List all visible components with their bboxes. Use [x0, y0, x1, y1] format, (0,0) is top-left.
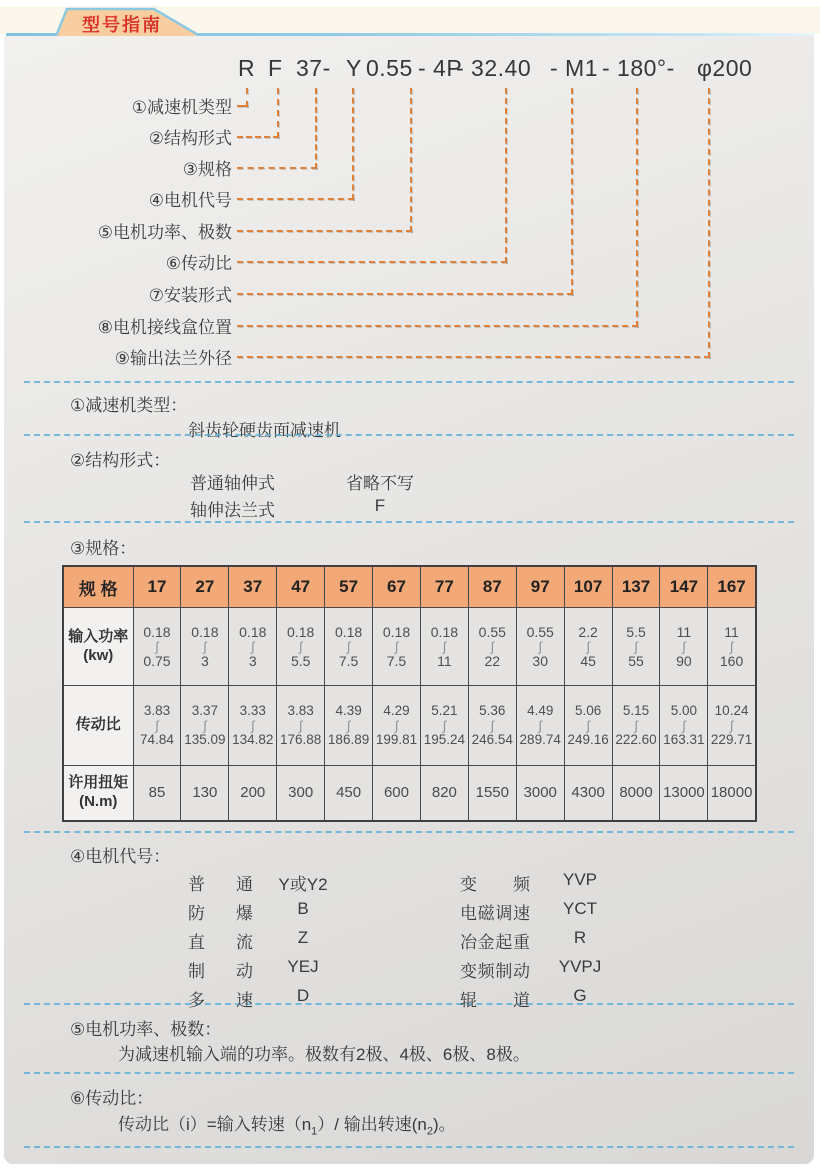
section-separator	[24, 521, 794, 523]
range-max: 0.75	[143, 653, 171, 669]
connector-h-line	[237, 198, 354, 200]
legend-label: ⑥传动比	[165, 254, 232, 273]
spec-header-cell: 47	[277, 566, 325, 608]
spec-range-cell	[277, 608, 325, 686]
section4-title: ④电机代号：	[70, 847, 171, 866]
spec-header-cell: 167	[708, 566, 756, 608]
range-min: 0.18	[334, 623, 363, 640]
range-separator: ∫	[682, 718, 686, 733]
range-min: 5.36	[479, 703, 506, 719]
range-max: 74.84	[140, 732, 174, 747]
motor-code-text: Y或Y2	[278, 875, 328, 894]
spec-range-cell	[516, 686, 564, 766]
range-max: 5.5	[290, 653, 311, 669]
motor-code-text: YVP	[562, 870, 598, 889]
range-max: 45	[580, 653, 596, 669]
range-min: 0.18	[143, 623, 171, 640]
connector-h-line	[237, 293, 573, 295]
legend-label: ⑤电机功率、极数	[97, 223, 232, 242]
range-separator: ∫	[682, 639, 686, 654]
spec-value-cell: 300	[277, 766, 325, 821]
motor-code	[258, 928, 348, 948]
spec-header-cell: 87	[468, 566, 516, 608]
range-separator: ∫	[155, 718, 159, 733]
spec-range-cell	[612, 686, 660, 766]
connector-h-line	[237, 261, 507, 263]
connector-v-line	[708, 88, 710, 358]
range-min: 0.18	[382, 623, 411, 640]
range-separator: ∫	[634, 639, 638, 654]
motor-code-text: D	[296, 986, 310, 1005]
legend-label: ④电机代号	[148, 191, 232, 210]
spec-row-label: 输入功率 (kw)	[63, 608, 133, 686]
range-separator: ∫	[203, 639, 207, 654]
range-max: 30	[532, 653, 548, 669]
motor-name-text: 多速	[188, 991, 253, 1010]
section2-title: ②结构形式：	[70, 451, 171, 470]
motor-code	[258, 957, 348, 977]
range-separator: ∫	[346, 639, 351, 654]
section6-title: ⑥传动比：	[70, 1089, 154, 1108]
range-min: 5.21	[431, 703, 458, 719]
connector-v-line	[636, 88, 638, 327]
spec-range-cell	[181, 608, 229, 686]
range-separator: ∫	[155, 639, 159, 654]
formula-text	[118, 1110, 456, 1137]
formula-part: ）/ 输出转速(n	[317, 1115, 427, 1134]
range-max: 246.54	[471, 732, 513, 747]
range-min: 2.2	[578, 623, 598, 640]
motor-code	[258, 986, 348, 1006]
spec-range-cell	[708, 608, 756, 686]
connector-h-line	[237, 230, 412, 232]
motor-name-text: 制动	[188, 962, 253, 981]
section-separator	[24, 1003, 794, 1005]
range-separator: ∫	[586, 718, 590, 733]
spec-range-cell	[564, 608, 612, 686]
motor-name-text: 辊道	[460, 991, 530, 1010]
model-part: F	[268, 55, 283, 81]
range-max: 7.5	[338, 653, 359, 669]
structure-row-code: F	[374, 496, 386, 515]
range-max: 7.5	[386, 653, 407, 669]
spec-range-cell	[420, 686, 468, 766]
range-separator: ∫	[442, 639, 447, 654]
spec-value-cell: 85	[133, 766, 181, 821]
range-min: 0.18	[239, 623, 267, 640]
range-separator: ∫	[490, 718, 495, 733]
range-min: 3.37	[191, 703, 218, 719]
motor-code-text: Z	[297, 928, 309, 947]
range-min: 4.29	[383, 703, 410, 719]
motor-code-text: B	[297, 899, 309, 918]
motor-name	[460, 957, 530, 982]
motor-name-text: 变频	[460, 875, 530, 894]
motor-name	[188, 957, 253, 982]
range-separator: ∫	[250, 718, 255, 733]
range-max: 90	[676, 653, 692, 669]
range-min: 5.06	[574, 703, 602, 719]
spec-value-cell: 8000	[612, 766, 660, 821]
section1-title: ①减速机类型：	[70, 396, 188, 415]
spec-range-cell	[325, 686, 373, 766]
spec-range-cell	[564, 686, 612, 766]
spec-range-cell	[468, 686, 516, 766]
spec-row-label: 许用扭矩 (N.m)	[63, 766, 133, 821]
spec-header-cell: 147	[660, 566, 708, 608]
range-max: 289.74	[519, 732, 561, 747]
connector-v-line	[277, 88, 279, 138]
legend-label: ②结构形式	[148, 129, 232, 148]
legend-label: ⑧电机接线盒位置	[97, 318, 232, 337]
range-max: 3	[200, 653, 209, 669]
tab-title: 型号指南	[82, 15, 162, 35]
range-min: 4.49	[527, 703, 554, 719]
range-min: 4.39	[335, 703, 362, 719]
model-part: - 4P	[418, 55, 463, 81]
formula-subscript: 2	[426, 1125, 433, 1138]
spec-header-cell: 137	[612, 566, 660, 608]
spec-value-cell: 3000	[516, 766, 564, 821]
motor-code-text: YEJ	[287, 957, 319, 976]
range-min: 5.5	[626, 623, 646, 640]
motor-code-text: G	[573, 986, 587, 1005]
motor-name-text: 防爆	[188, 904, 253, 923]
range-separator: ∫	[394, 639, 399, 654]
range-separator: ∫	[729, 639, 734, 654]
spec-row-label: 传动比	[63, 686, 133, 766]
motor-name	[460, 928, 530, 953]
formula-part: 传动比（i）=输入转速（n	[118, 1115, 312, 1134]
spec-range-cell	[373, 608, 421, 686]
motor-name	[460, 986, 530, 1011]
motor-code	[535, 928, 625, 948]
legend-label: ⑦安装形式	[148, 286, 232, 305]
spec-corner-cell: 规 格	[63, 566, 133, 608]
range-separator: ∫	[250, 639, 255, 654]
range-separator: ∫	[490, 639, 495, 654]
model-part: Y	[346, 55, 362, 81]
motor-name	[460, 899, 530, 924]
motor-code	[258, 899, 348, 919]
legend-label: ①减速机类型	[131, 98, 232, 117]
structure-row-name: 普通轴伸式	[190, 474, 275, 493]
range-separator: ∫	[538, 639, 542, 654]
spec-value-cell: 200	[229, 766, 277, 821]
motor-name	[188, 899, 253, 924]
motor-name	[188, 986, 253, 1011]
spec-range-cell	[229, 608, 277, 686]
spec-value-cell: 13000	[660, 766, 708, 821]
connector-h-line	[237, 325, 638, 327]
range-min: 0.18	[191, 623, 219, 640]
motor-name-text: 直流	[188, 933, 253, 952]
spec-value-cell: 130	[181, 766, 229, 821]
structure-row-code: 省略不写	[346, 474, 414, 493]
model-part: - 32.40	[456, 55, 532, 81]
section5-content: 为减速机输入端的功率。极数有2极、4极、6极、8极。	[118, 1045, 530, 1064]
spec-range-cell	[516, 608, 564, 686]
range-max: 3	[248, 653, 257, 669]
range-max: 199.81	[375, 732, 418, 747]
spec-range-cell	[325, 608, 373, 686]
motor-name-text: 普通	[188, 875, 253, 894]
range-min: 5.15	[622, 703, 650, 719]
motor-code-text: YCT	[563, 899, 597, 918]
range-max: 135.09	[184, 732, 226, 747]
spec-header-cell: 67	[373, 566, 421, 608]
motor-name	[188, 870, 253, 895]
spec-header-cell: 107	[564, 566, 612, 608]
section-separator	[24, 1146, 794, 1148]
spec-range-cell	[468, 608, 516, 686]
model-part: 0.55	[366, 55, 413, 81]
section-separator	[24, 381, 794, 383]
connector-h-line	[237, 356, 710, 358]
range-max: 249.16	[567, 732, 609, 747]
spec-range-cell	[660, 686, 708, 766]
spec-value-cell: 4300	[564, 766, 612, 821]
spec-header-cell: 37	[229, 566, 277, 608]
spec-table	[62, 565, 757, 822]
connector-h-line	[237, 136, 279, 138]
range-max: 134.82	[232, 732, 274, 747]
range-separator: ∫	[394, 718, 399, 733]
range-min: 11	[676, 623, 692, 640]
section-separator	[24, 1072, 794, 1074]
range-separator: ∫	[298, 718, 303, 733]
spec-range-cell	[660, 608, 708, 686]
range-min: 10.24	[714, 703, 749, 719]
spec-header-cell: 77	[420, 566, 468, 608]
motor-code-text: YVPJ	[558, 957, 602, 976]
spec-value-cell: 450	[325, 766, 373, 821]
range-min: 0.18	[430, 623, 459, 640]
range-max: 222.60	[615, 732, 657, 747]
spec-range-cell	[708, 686, 756, 766]
spec-header-cell: 27	[181, 566, 229, 608]
connector-h-line	[237, 167, 317, 169]
motor-name	[188, 928, 253, 953]
range-max: 195.24	[423, 732, 466, 747]
range-max: 229.71	[710, 732, 753, 747]
spec-header-cell: 57	[325, 566, 373, 608]
connector-v-line	[315, 88, 317, 169]
section-separator	[24, 434, 794, 436]
range-max: 163.31	[663, 732, 705, 747]
range-separator: ∫	[203, 718, 207, 733]
spec-range-cell	[181, 686, 229, 766]
motor-name-text: 变频制动	[460, 962, 530, 981]
range-separator: ∫	[586, 639, 590, 654]
legend-label: ⑨输出法兰外径	[114, 349, 232, 368]
connector-v-line	[246, 88, 248, 107]
range-separator: ∫	[442, 718, 447, 733]
connector-v-line	[571, 88, 573, 295]
range-max: 22	[484, 653, 501, 669]
spec-value-cell: 1550	[468, 766, 516, 821]
range-max: 55	[628, 653, 644, 669]
range-min: 0.55	[526, 623, 554, 640]
range-min: 11	[724, 623, 739, 640]
section-separator	[24, 831, 794, 833]
spec-range-cell	[133, 686, 181, 766]
motor-code-text: R	[573, 928, 587, 947]
model-part: φ200	[697, 55, 753, 81]
range-max: 186.89	[327, 732, 370, 747]
connector-v-line	[352, 88, 354, 200]
spec-range-cell	[420, 608, 468, 686]
connector-v-line	[505, 88, 507, 263]
spec-range-cell	[373, 686, 421, 766]
range-min: 3.83	[287, 703, 314, 719]
spec-header-cell: 17	[133, 566, 181, 608]
spec-range-cell	[612, 608, 660, 686]
model-part: - 180°-	[602, 55, 675, 81]
range-min: 3.33	[239, 703, 266, 719]
spec-header-cell: 97	[516, 566, 564, 608]
range-max: 176.88	[280, 732, 322, 747]
motor-name-text: 冶金起重	[460, 933, 530, 952]
motor-name-text: 电磁调速	[460, 904, 530, 923]
spec-range-cell	[133, 608, 181, 686]
spec-range-cell	[277, 686, 325, 766]
range-separator: ∫	[634, 718, 638, 733]
model-part: 37-	[296, 55, 331, 81]
range-separator: ∫	[298, 639, 303, 654]
range-max: 160	[719, 653, 744, 669]
spec-value-cell: 18000	[708, 766, 756, 821]
motor-code	[535, 870, 625, 890]
motor-code	[258, 870, 348, 895]
range-max: 11	[437, 653, 452, 669]
range-separator: ∫	[729, 718, 734, 733]
model-part: R	[238, 55, 256, 81]
section3-title: ③规格：	[70, 539, 137, 558]
motor-code	[535, 957, 625, 977]
range-min: 5.00	[670, 703, 698, 719]
formula-part: )。	[432, 1115, 456, 1134]
formula-subscript: 1	[311, 1125, 318, 1138]
motor-code	[535, 986, 625, 1006]
connector-v-line	[410, 88, 412, 232]
structure-row-name: 轴伸法兰式	[190, 501, 275, 520]
spec-value-cell: 600	[373, 766, 421, 821]
spec-value-cell: 820	[420, 766, 468, 821]
legend-label: ③规格	[182, 160, 232, 179]
range-min: 3.83	[143, 703, 171, 719]
range-separator: ∫	[538, 718, 542, 733]
model-part: - M1	[550, 55, 598, 81]
section1-content: 斜齿轮硬齿面减速机	[188, 421, 341, 440]
spec-range-cell	[229, 686, 277, 766]
range-min: 0.55	[478, 623, 506, 640]
motor-code	[535, 899, 625, 919]
section5-title: ⑤电机功率、极数：	[70, 1020, 222, 1039]
range-min: 0.18	[287, 623, 315, 640]
motor-name	[460, 870, 530, 895]
range-separator: ∫	[346, 718, 351, 733]
